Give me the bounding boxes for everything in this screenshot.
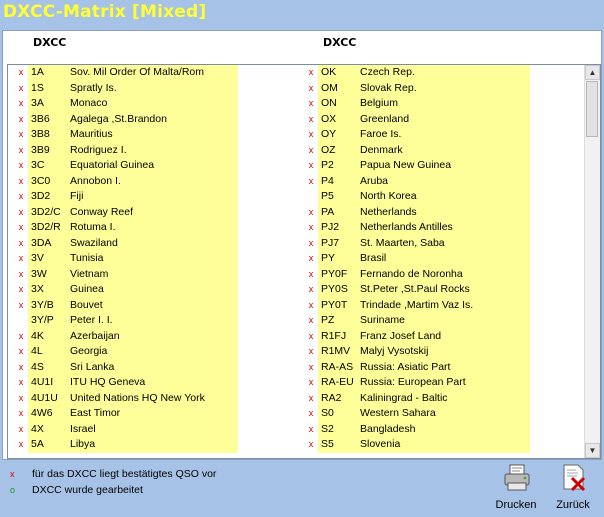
dxcc-country: Agalega ,St.Brandon: [70, 112, 167, 125]
dxcc-country: Guinea: [70, 283, 104, 295]
dxcc-country: Monaco: [70, 97, 108, 109]
dxcc-cell[interactable]: [28, 298, 238, 314]
dxcc-prefix: P2: [321, 159, 334, 171]
dxcc-country: Franz Josef Land: [360, 329, 442, 342]
legend-confirmed-text: für das DXCC liegt bestätigtes QSO vor: [32, 468, 217, 480]
dxcc-cell[interactable]: [318, 96, 530, 112]
dxcc-country: Russia: Asiatic Part: [360, 360, 451, 373]
confirmed-mark-icon: x: [308, 160, 314, 170]
dxcc-country: East Timor: [70, 407, 121, 419]
dxcc-country: Greenland: [360, 112, 410, 125]
dxcc-list[interactable]: [7, 64, 601, 459]
dxcc-prefix: 4K: [31, 329, 44, 342]
print-button[interactable]: [490, 463, 542, 515]
confirmed-mark-icon: x: [308, 284, 314, 294]
dxcc-country: Aruba: [360, 174, 389, 187]
window-title: DXCC-Matrix [Mixed]: [3, 2, 207, 22]
confirmed-mark-icon: x: [18, 98, 24, 108]
dxcc-country: Sov. Mil Order Of Malta/Rom: [70, 66, 204, 78]
dxcc-prefix: P4: [321, 174, 334, 187]
dxcc-country: Equatorial Guinea: [70, 159, 155, 171]
dxcc-prefix: 4U1U: [31, 391, 58, 404]
dxcc-country: North Korea: [360, 190, 417, 202]
dxcc-cell[interactable]: [28, 313, 238, 329]
dxcc-cell[interactable]: [28, 220, 238, 236]
dxcc-prefix: P5: [321, 190, 334, 202]
dxcc-country: Swaziland: [70, 236, 118, 249]
dxcc-country: Slovak Rep.: [360, 81, 417, 94]
dxcc-prefix: 3DA: [31, 236, 52, 249]
dxcc-cell[interactable]: [28, 391, 238, 407]
dxcc-cell[interactable]: [28, 143, 238, 159]
dxcc-country: Kaliningrad - Baltic: [360, 391, 448, 404]
dxcc-prefix: OM: [321, 81, 338, 94]
dxcc-cell[interactable]: [318, 143, 530, 159]
dxcc-cell[interactable]: [28, 406, 238, 422]
confirmed-mark-icon: x: [18, 160, 24, 170]
dxcc-country: Mauritius: [70, 128, 113, 140]
dxcc-cell[interactable]: [318, 391, 530, 407]
dxcc-prefix: 3Y/P: [31, 314, 54, 326]
confirmed-mark-icon: x: [18, 299, 24, 310]
confirmed-mark-icon: x: [308, 361, 314, 372]
confirmed-mark-icon: x: [308, 253, 314, 263]
dxcc-country: Bouvet: [70, 298, 103, 311]
dxcc-prefix: R1FJ: [321, 329, 347, 342]
confirmed-mark-icon: x: [308, 408, 314, 418]
dxcc-cell[interactable]: [318, 406, 530, 422]
dxcc-prefix: 3C0: [31, 174, 51, 187]
confirmed-mark-icon: x: [308, 315, 314, 325]
dxcc-prefix: 3B6: [31, 112, 50, 125]
close-document-icon: [559, 463, 589, 493]
dxcc-country: Slovenia: [360, 438, 401, 450]
dxcc-country: Fiji: [70, 190, 84, 202]
worked-mark-icon: o: [10, 485, 16, 495]
confirmed-mark-icon: x: [308, 67, 314, 77]
dxcc-cell[interactable]: [318, 236, 530, 252]
confirmed-mark-icon: x: [308, 237, 314, 248]
confirmed-mark-icon: x: [308, 175, 314, 186]
dxcc-cell[interactable]: [28, 344, 238, 360]
dxcc-cell[interactable]: [28, 96, 238, 112]
dxcc-country: Sri Lanka: [70, 360, 115, 373]
dxcc-cell[interactable]: [318, 205, 530, 221]
dxcc-cell[interactable]: [28, 422, 238, 438]
confirmed-mark-icon: x: [308, 206, 314, 217]
dxcc-prefix: OY: [321, 128, 337, 140]
dxcc-country: Papua New Guinea: [360, 159, 452, 171]
scroll-thumb[interactable]: [586, 81, 598, 137]
dxcc-country: Belgium: [360, 97, 398, 109]
dxcc-prefix: 4S: [31, 360, 44, 373]
dxcc-prefix: 4L: [31, 345, 43, 357]
matrix-panel: [2, 30, 602, 460]
confirmed-mark-icon: x: [18, 392, 24, 403]
confirmed-mark-icon: x: [308, 346, 314, 356]
dxcc-cell[interactable]: [28, 360, 238, 376]
dxcc-prefix: 4U1I: [31, 376, 54, 388]
dxcc-cell[interactable]: [318, 189, 530, 205]
confirmed-mark-icon: x: [10, 469, 15, 479]
dxcc-cell[interactable]: [318, 313, 530, 329]
dxcc-cell[interactable]: [28, 112, 238, 128]
printer-icon: [502, 463, 532, 493]
dxcc-cell[interactable]: [318, 174, 530, 190]
dxcc-prefix: RA-AS: [321, 360, 354, 373]
dxcc-cell[interactable]: [318, 298, 530, 314]
dxcc-prefix: ON: [321, 97, 337, 109]
scroll-down-arrow-icon[interactable]: ▼: [585, 443, 600, 458]
confirmed-mark-icon: x: [308, 392, 314, 403]
dxcc-prefix: PZ: [321, 314, 335, 326]
confirmed-mark-icon: x: [18, 346, 24, 356]
dxcc-country: Rotuma I.: [70, 221, 116, 233]
confirmed-mark-icon: x: [18, 206, 24, 217]
dxcc-cell[interactable]: [28, 127, 238, 143]
back-button[interactable]: [547, 463, 599, 515]
confirmed-mark-icon: x: [18, 253, 24, 263]
dxcc-cell[interactable]: [28, 65, 238, 81]
dxcc-cell[interactable]: [28, 189, 238, 205]
dxcc-cell[interactable]: [318, 251, 530, 267]
dxcc-cell[interactable]: [28, 158, 238, 174]
dxcc-cell[interactable]: [28, 267, 238, 283]
dxcc-prefix: 3V: [31, 252, 44, 264]
dxcc-prefix: 3B8: [31, 128, 50, 140]
confirmed-mark-icon: x: [18, 408, 24, 418]
dxcc-cell[interactable]: [28, 437, 238, 453]
dxcc-prefix: 3D2/R: [31, 221, 61, 233]
confirmed-mark-icon: x: [18, 330, 24, 341]
dxcc-country: Bangladesh: [360, 422, 416, 435]
confirmed-mark-icon: x: [18, 423, 24, 434]
dxcc-cell[interactable]: [28, 282, 238, 298]
dxcc-cell[interactable]: [318, 65, 530, 81]
confirmed-mark-icon: x: [18, 67, 24, 77]
legend-worked: [10, 482, 216, 498]
dxcc-cell[interactable]: [28, 251, 238, 267]
legend-confirmed: [10, 466, 216, 482]
print-button-label: Drucken: [495, 499, 537, 511]
confirmed-mark-icon: x: [18, 237, 24, 248]
dxcc-cell[interactable]: [318, 422, 530, 438]
column-header-right: DXCC: [323, 36, 357, 49]
dxcc-prefix: 4X: [31, 422, 44, 435]
confirmed-mark-icon: x: [18, 175, 24, 186]
dxcc-prefix: S5: [321, 438, 334, 450]
dxcc-prefix: 3A: [31, 97, 44, 109]
dxcc-prefix: 3C: [31, 159, 45, 171]
dxcc-country: Tunisia: [70, 252, 104, 264]
dxcc-prefix: 1A: [31, 66, 44, 78]
confirmed-mark-icon: x: [18, 113, 24, 124]
dxcc-cell[interactable]: [28, 81, 238, 97]
dxcc-country: Denmark: [360, 143, 403, 156]
confirmed-mark-icon: x: [308, 82, 314, 93]
dxcc-prefix: S2: [321, 422, 334, 435]
dxcc-country: Faroe Is.: [360, 128, 402, 140]
dxcc-country: Israel: [70, 422, 96, 435]
dxcc-country: Azerbaijan: [70, 329, 120, 342]
dxcc-prefix: 3X: [31, 283, 44, 295]
dxcc-country: Fernando de Noronha: [360, 267, 463, 280]
dxcc-prefix: 3W: [31, 267, 47, 280]
dxcc-cell[interactable]: [318, 360, 530, 376]
dxcc-prefix: PA: [321, 205, 335, 218]
confirmed-mark-icon: x: [308, 423, 314, 434]
legend-worked-text: DXCC wurde gearbeitet: [32, 484, 143, 496]
dxcc-prefix: RA2: [321, 391, 342, 404]
confirmed-mark-icon: x: [18, 191, 24, 201]
dxcc-country: Netherlands: [360, 205, 417, 218]
vertical-scrollbar[interactable]: [584, 65, 600, 458]
confirmed-mark-icon: x: [308, 129, 314, 139]
dxcc-prefix: S0: [321, 407, 334, 419]
dxcc-country: Rodriguez I.: [70, 143, 127, 156]
dxcc-prefix: PY0T: [321, 298, 348, 311]
dxcc-country: Russia: European Part: [360, 376, 466, 388]
dxcc-prefix: 4W6: [31, 407, 53, 419]
dxcc-cell[interactable]: [318, 81, 530, 97]
dxcc-country: Peter I. I.: [70, 314, 113, 326]
dxcc-cell[interactable]: [28, 174, 238, 190]
dxcc-cell[interactable]: [318, 220, 530, 236]
dxcc-prefix: 3D2/C: [31, 205, 61, 218]
confirmed-mark-icon: x: [18, 377, 24, 387]
dxcc-country: Czech Rep.: [360, 66, 415, 78]
dxcc-country: St. Maarten, Saba: [360, 236, 445, 249]
confirmed-mark-icon: x: [308, 377, 314, 387]
dxcc-prefix: PJ7: [321, 236, 340, 249]
dxcc-country: Vietnam: [70, 267, 109, 280]
dxcc-prefix: 5A: [31, 438, 44, 450]
confirmed-mark-icon: x: [18, 361, 24, 372]
dxcc-prefix: PY0S: [321, 283, 348, 295]
dxcc-cell[interactable]: [318, 375, 530, 391]
confirmed-mark-icon: x: [308, 268, 314, 279]
dxcc-cell[interactable]: [28, 236, 238, 252]
dxcc-prefix: 1S: [31, 81, 44, 94]
dxcc-prefix: OK: [321, 66, 337, 78]
dxcc-prefix: 3B9: [31, 143, 50, 156]
dxcc-cell[interactable]: [318, 267, 530, 283]
dxcc-prefix: PY: [321, 252, 336, 264]
dxcc-country: Spratly Is.: [70, 81, 117, 94]
scroll-up-arrow-icon[interactable]: ▲: [585, 65, 600, 80]
confirmed-mark-icon: x: [18, 129, 24, 139]
confirmed-mark-icon: x: [18, 284, 24, 294]
dxcc-cell[interactable]: [28, 375, 238, 391]
dxcc-country: Western Sahara: [360, 407, 436, 419]
dxcc-country: Trindade ,Martim Vaz Is.: [360, 298, 474, 311]
confirmed-mark-icon: x: [308, 222, 314, 232]
dxcc-country: ITU HQ Geneva: [70, 376, 146, 388]
dxcc-cell[interactable]: [318, 158, 530, 174]
dxcc-country: Brasil: [360, 252, 387, 264]
dxcc-cell[interactable]: [318, 112, 530, 128]
dxcc-country: Libya: [70, 438, 96, 450]
dxcc-cell[interactable]: [28, 205, 238, 221]
dxcc-cell[interactable]: [318, 329, 530, 345]
dxcc-cell[interactable]: [318, 282, 530, 298]
dxcc-prefix: 3Y/B: [31, 298, 54, 311]
dxcc-cell[interactable]: [318, 437, 530, 453]
confirmed-mark-icon: x: [308, 98, 314, 108]
dxcc-country: Conway Reef: [70, 205, 134, 218]
dxcc-prefix: 3D2: [31, 190, 51, 202]
dxcc-country: United Nations HQ New York: [70, 391, 205, 404]
confirmed-mark-icon: x: [308, 439, 314, 449]
dxcc-cell[interactable]: [318, 127, 530, 143]
dxcc-prefix: OZ: [321, 143, 336, 156]
dxcc-cell[interactable]: [318, 344, 530, 360]
dxcc-prefix: PJ2: [321, 221, 340, 233]
dxcc-prefix: OX: [321, 112, 337, 125]
legend: [10, 466, 216, 498]
confirmed-mark-icon: x: [308, 299, 314, 310]
dxcc-prefix: R1MV: [321, 345, 351, 357]
confirmed-mark-icon: x: [18, 222, 24, 232]
confirmed-mark-icon: x: [308, 144, 314, 155]
confirmed-mark-icon: x: [308, 113, 314, 124]
confirmed-mark-icon: x: [18, 439, 24, 449]
dxcc-country: Suriname: [360, 314, 405, 326]
dxcc-prefix: PY0F: [321, 267, 348, 280]
dxcc-country: Netherlands Antilles: [360, 221, 453, 233]
back-button-label: Zurück: [556, 499, 590, 511]
column-header-left: DXCC: [33, 36, 67, 49]
dxcc-country: Malyj Vysotskij: [360, 345, 429, 357]
confirmed-mark-icon: x: [308, 330, 314, 341]
confirmed-mark-icon: x: [18, 144, 24, 155]
confirmed-mark-icon: x: [18, 268, 24, 279]
dxcc-cell[interactable]: [28, 329, 238, 345]
dxcc-country: Annobon I.: [70, 174, 121, 187]
dxcc-country: Georgia: [70, 345, 108, 357]
confirmed-mark-icon: x: [18, 82, 24, 93]
dxcc-country: St.Peter ,St.Paul Rocks: [360, 283, 470, 295]
dxcc-prefix: RA-EU: [321, 376, 354, 388]
